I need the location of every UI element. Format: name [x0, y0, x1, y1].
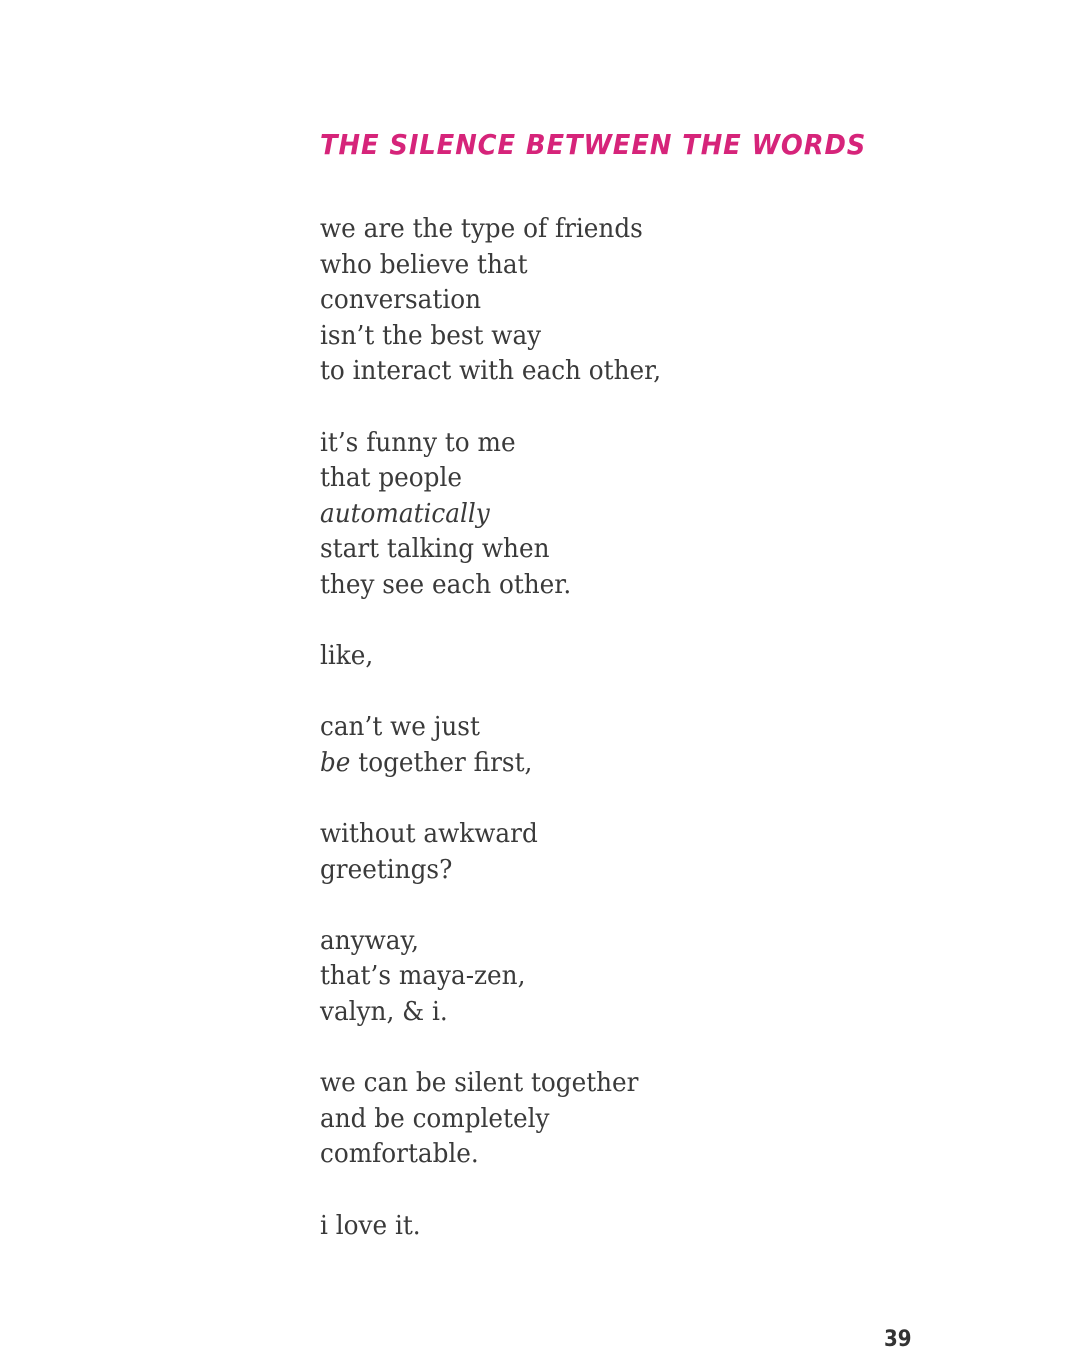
- line-text: they see each other.: [320, 569, 572, 600]
- poem-stanza: [320, 212, 960, 390]
- line-text: like,: [320, 641, 374, 672]
- poem-stanza: [320, 1209, 960, 1245]
- poem-line: [320, 1209, 928, 1245]
- poem-stanza: [320, 817, 960, 888]
- line-text: valyn, & i.: [320, 997, 448, 1028]
- poem-line: [320, 319, 928, 355]
- poem-body: [320, 212, 960, 1280]
- poem-stanza: [320, 924, 960, 1031]
- line-text: and be completely: [320, 1103, 550, 1134]
- line-text: to interact with each other,: [320, 356, 662, 387]
- line-text: i love it.: [320, 1210, 421, 1241]
- poem-title: THE SILENCE BETWEEN THE WORDS: [320, 128, 867, 161]
- line-text: isn’t the best way: [320, 320, 542, 351]
- line-text: we can be silent together: [320, 1068, 639, 1099]
- poem-line: [320, 497, 928, 533]
- poem-line: [320, 426, 928, 462]
- line-text: conversation: [320, 285, 482, 316]
- page-number: 39: [884, 1327, 912, 1352]
- poem-line: [320, 212, 928, 248]
- poem-stanza: [320, 710, 960, 781]
- line-text: without awkward: [320, 819, 538, 850]
- poem-line: [320, 710, 928, 746]
- poem-line: [320, 639, 928, 675]
- emphasized-word: be: [320, 747, 351, 778]
- poem-line: [320, 248, 928, 284]
- poem-line: [320, 1137, 928, 1173]
- poem-line: [320, 1102, 928, 1138]
- poem-line: [320, 354, 928, 390]
- poem-line: [320, 568, 928, 604]
- line-text: anyway,: [320, 925, 419, 956]
- poem-line: [320, 853, 928, 889]
- line-text: together first,: [350, 747, 533, 778]
- poem-stanza: [320, 1066, 960, 1173]
- line-text: greetings?: [320, 854, 453, 885]
- poem-line: [320, 959, 928, 995]
- poem-stanza: [320, 639, 960, 675]
- poem-line: [320, 1066, 928, 1102]
- poem-line: [320, 817, 928, 853]
- line-text: who believe that: [320, 249, 528, 280]
- poem-line: [320, 461, 928, 497]
- poem-line: [320, 995, 928, 1031]
- poem-line: [320, 283, 928, 319]
- line-text: that’s maya-zen,: [320, 961, 526, 992]
- poem-stanza: [320, 426, 960, 604]
- poem-line: [320, 924, 928, 960]
- emphasized-word: automatically: [320, 498, 490, 529]
- line-text: it’s funny to me: [320, 427, 516, 458]
- line-text: can’t we just: [320, 712, 480, 743]
- line-text: start talking when: [320, 534, 550, 565]
- poem-line: [320, 746, 928, 782]
- line-text: that people: [320, 463, 462, 494]
- line-text: comfortable.: [320, 1139, 479, 1170]
- line-text: we are the type of friends: [320, 214, 643, 244]
- poem-line: [320, 532, 928, 568]
